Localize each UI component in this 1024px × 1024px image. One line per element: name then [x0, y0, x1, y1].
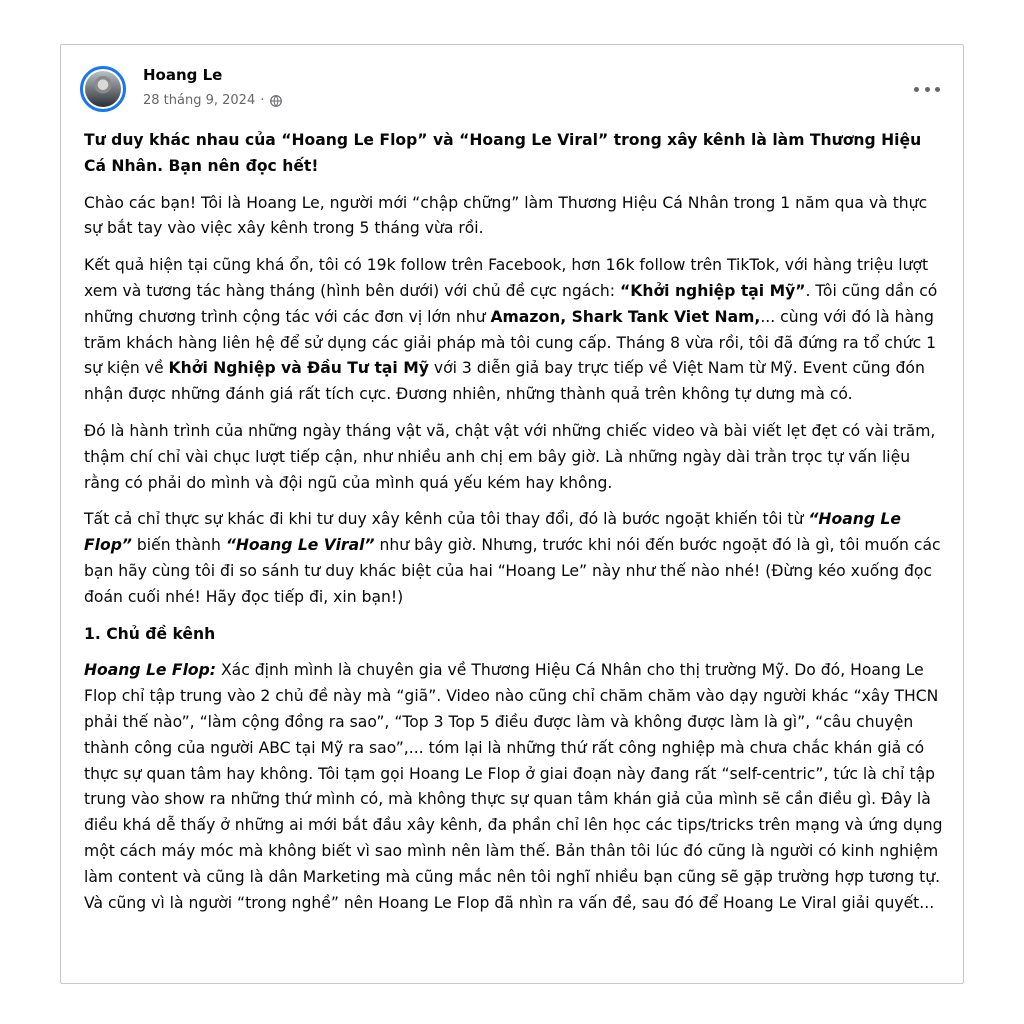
paragraph-journey: Đó là hành trình của những ngày tháng vật vã, chật vật với những chiếc video và bài viết lẹt đẹt có vài trăm, thậm chí chỉ vài chục lượt tiếp cận, như nhiều anh chị em bây giờ. Là những ngày dài trằn trọc tự vấn liệu rằng có phải do mình và đội ngũ của mình quá yếu kém hay không.: [84, 421, 936, 492]
section-heading: 1. Chủ đề kênh: [84, 624, 216, 643]
paragraph-flop: Hoang Le Flop: Xác định mình là chuyên gia về Thương Hiệu Cá Nhân cho thị trường Mỹ. Do đó, Hoang Le Flop chỉ tập trung vào 2 chủ đề này mà “giã”. Video nào cũng chỉ chăm chăm vào dạy người khác “xây THCN phải thế nào”, “làm cộng đồng ra sao”, “Top 3 Top 5 điều được làm và không được làm là gì”, “câu chuyện thành công của người ABC tại Mỹ ra sao”,... tóm lại là những thứ rất công nghiệp mà chưa chắc khán giả có thực sự quan tâm hay không. Tôi tạm gọi Hoang Le Flop ở giai đoạn này đang rất “self-centric”, tức là chỉ tập trung vào show ra những thứ mình có, mà không thực sự quan tâm khán giả của mình sẽ cần điều gì. Đây là điều khá dễ thấy ở những ai mới bắt đầu xây kênh, đa phần chỉ lên học các tips/tricks trên mạng và ứng dụng một cách máy móc mà không biết vì sao mình nên làm thế. Bản thân tôi lúc đó cũng là người có kinh nghiệm làm content và cũng là dân Marketing mà cũng mắc nên tôi nghĩ nhiều bạn cũng sẽ gặp trường hợp tương tự. Và cũng vì là người “trong nghề” nên Hoang Le Flop đã nhìn ra vấn đề, sau đó để Hoang Le Viral giải quyết...: [84, 661, 943, 912]
date-separator: ·: [260, 93, 265, 108]
paragraph-intro: Chào các bạn! Tôi là Hoang Le, người mới “chập chững” làm Thương Hiệu Cá Nhân trong 1 năm qua và thực sự bắt tay vào việc xây kênh trong 5 tháng vừa rồi.: [84, 193, 928, 238]
author-name[interactable]: Hoang Le: [143, 66, 223, 84]
ellipsis-icon: [914, 87, 919, 92]
post-title: Tư duy khác nhau của “Hoang Le Flop” và “Hoang Le Viral” trong xây kênh là làm Thương Hiệu Cá Nhân. Bạn nên đọc hết!: [84, 131, 922, 175]
paragraph-results: Kết quả hiện tại cũng khá ổn, tôi có 19k follow trên Facebook, hơn 16k follow trên TikTok, với hàng triệu lượt xem và tương tác hàng tháng (hình bên dưới) với chủ đề cực ngách: “Khởi nghiệp tại Mỹ”. Tôi cũng dần có những chương trình cộng tác với các đơn vị lớn như Amazon, Shark Tank Viet Nam,... cùng với đó là hàng trăm khách hàng liên hệ để sử dụng các giải pháp mà tôi cung cấp. Tháng 8 vừa rồi, tôi đã đứng ra tổ chức 1 sự kiện về Khởi Nghiệp và Đầu Tư tại Mỹ với 3 diễn giả bay trực tiếp về Việt Nam từ Mỹ. Event cũng đón nhận được những đánh giá rất tích cực. Đương nhiên, những thành quả trên không tự dưng mà có.: [84, 256, 938, 404]
paragraph-turning-point: Tất cả chỉ thực sự khác đi khi tư duy xây kênh của tôi thay đổi, đó là bước ngoặt khiến tôi từ “Hoang Le Flop” biến thành “Hoang Le Viral” như bây giờ. Nhưng, trước khi nói đến bước ngoặt đó là gì, tôi muốn các bạn hãy cùng tôi đi so sánh tư duy khác biệt của hai “Hoang Le” này như thế nào nhé! (Đừng kéo xuống đọc đoán cuối nhé! Hãy đọc tiếp đi, xin bạn!): [84, 510, 941, 606]
more-options-button[interactable]: [914, 80, 940, 98]
avatar[interactable]: [80, 66, 126, 112]
globe-icon: [270, 95, 282, 107]
post-meta: [143, 93, 282, 108]
post-body: [84, 128, 946, 927]
avatar-image: [85, 71, 121, 107]
post-date[interactable]: 28 tháng 9, 2024: [143, 93, 256, 108]
